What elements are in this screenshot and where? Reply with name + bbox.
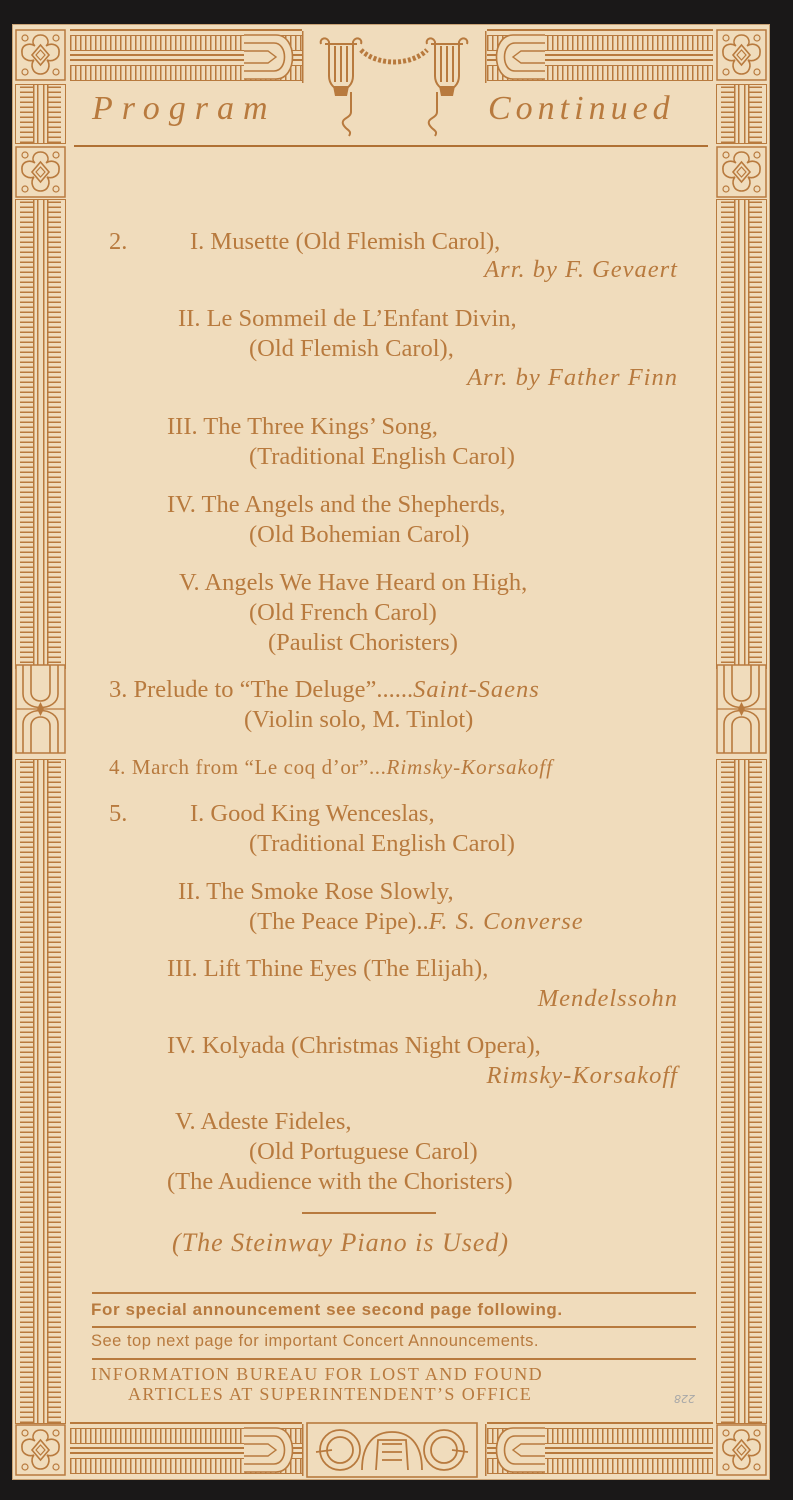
item-line: IV. Kolyada (Christmas Night Opera), (167, 1032, 541, 1059)
notice-divider (92, 1292, 696, 1294)
item-line: (The Peace Pipe)..F. S. Converse (249, 908, 584, 935)
info-bureau-line-2: ARTICLES AT SUPERINTENDENT’S OFFICE (128, 1384, 533, 1404)
item-line: V. Adeste Fideles, (175, 1108, 352, 1135)
program-entry: 4. March from “Le coq d’or”...Rimsky-Korsakoff (109, 755, 553, 779)
item-line: II. The Smoke Rose Slowly, (178, 878, 454, 905)
item-line: (Traditional English Carol) (249, 443, 515, 470)
program-entry: 3. Prelude to “The Deluge”......Saint-Saens (109, 676, 540, 703)
bottom-right-band (487, 1422, 713, 1478)
info-bureau-line-1: INFORMATION BUREAU FOR LOST AND FOUND (91, 1364, 544, 1384)
item-line: (Traditional English Carol) (249, 830, 515, 857)
item-credit: Arr. by Father Finn (467, 364, 678, 391)
bottom-center-ornament-icon (306, 1422, 478, 1478)
top-right-band (487, 29, 713, 85)
bottom-left-band (70, 1422, 302, 1478)
item-line: (Old Flemish Carol), (249, 335, 454, 362)
item-line: II. Le Sommeil de L’Enfant Divin, (178, 305, 517, 332)
concert-announcement-notice: See top next page for important Concert Announcements. (91, 1332, 540, 1350)
item-credit: Arr. by F. Gevaert (484, 256, 678, 283)
item-line: (The Audience with the Choristers) (167, 1168, 513, 1195)
item-line: III. Lift Thine Eyes (The Elijah), (167, 955, 489, 982)
short-divider (302, 1212, 436, 1214)
rosette-ornament-icon (716, 146, 767, 198)
rosette-ornament-icon (716, 29, 767, 81)
item-line: I. Musette (Old Flemish Carol), (190, 228, 501, 255)
program-page (12, 24, 770, 1480)
item-line: (Old Bohemian Carol) (249, 521, 470, 548)
rosette-ornament-icon (716, 1424, 767, 1476)
program-number: 2. (109, 228, 128, 255)
item-note: (Violin solo, M. Tinlot) (244, 706, 474, 733)
item-line: (Old Portuguese Carol) (249, 1138, 478, 1165)
item-line: I. Good King Wenceslas, (190, 800, 435, 827)
rosette-ornament-icon (15, 146, 66, 198)
lyre-garland-icon (315, 32, 475, 142)
knot-ornament-icon (716, 664, 767, 754)
page-number: 228 (674, 1392, 695, 1405)
item-line: V. Angels We Have Heard on High, (179, 569, 528, 596)
item-line: IV. The Angels and the Shepherds, (167, 491, 506, 518)
item-credit: Mendelssohn (537, 985, 678, 1012)
left-border (12, 24, 69, 1480)
program-number: 5. (109, 800, 128, 827)
item-line: (Paulist Choristers) (268, 629, 458, 656)
top-left-band (70, 29, 302, 85)
notice-divider (92, 1326, 696, 1328)
right-border (713, 24, 770, 1480)
notice-divider (92, 1358, 696, 1360)
item-line: III. The Three Kings’ Song, (167, 413, 438, 440)
page-title-program: Program (92, 90, 277, 127)
item-line: (Old French Carol) (249, 599, 437, 626)
rosette-ornament-icon (15, 29, 66, 81)
item-credit: Rimsky-Korsakoff (486, 1062, 678, 1089)
page-title-continued: Continued (488, 90, 675, 127)
piano-note: (The Steinway Piano is Used) (172, 1228, 510, 1257)
special-announcement-notice: For special announcement see second page following. (91, 1300, 563, 1319)
rosette-ornament-icon (15, 1424, 66, 1476)
title-divider (74, 145, 708, 147)
knot-ornament-icon (15, 664, 66, 754)
